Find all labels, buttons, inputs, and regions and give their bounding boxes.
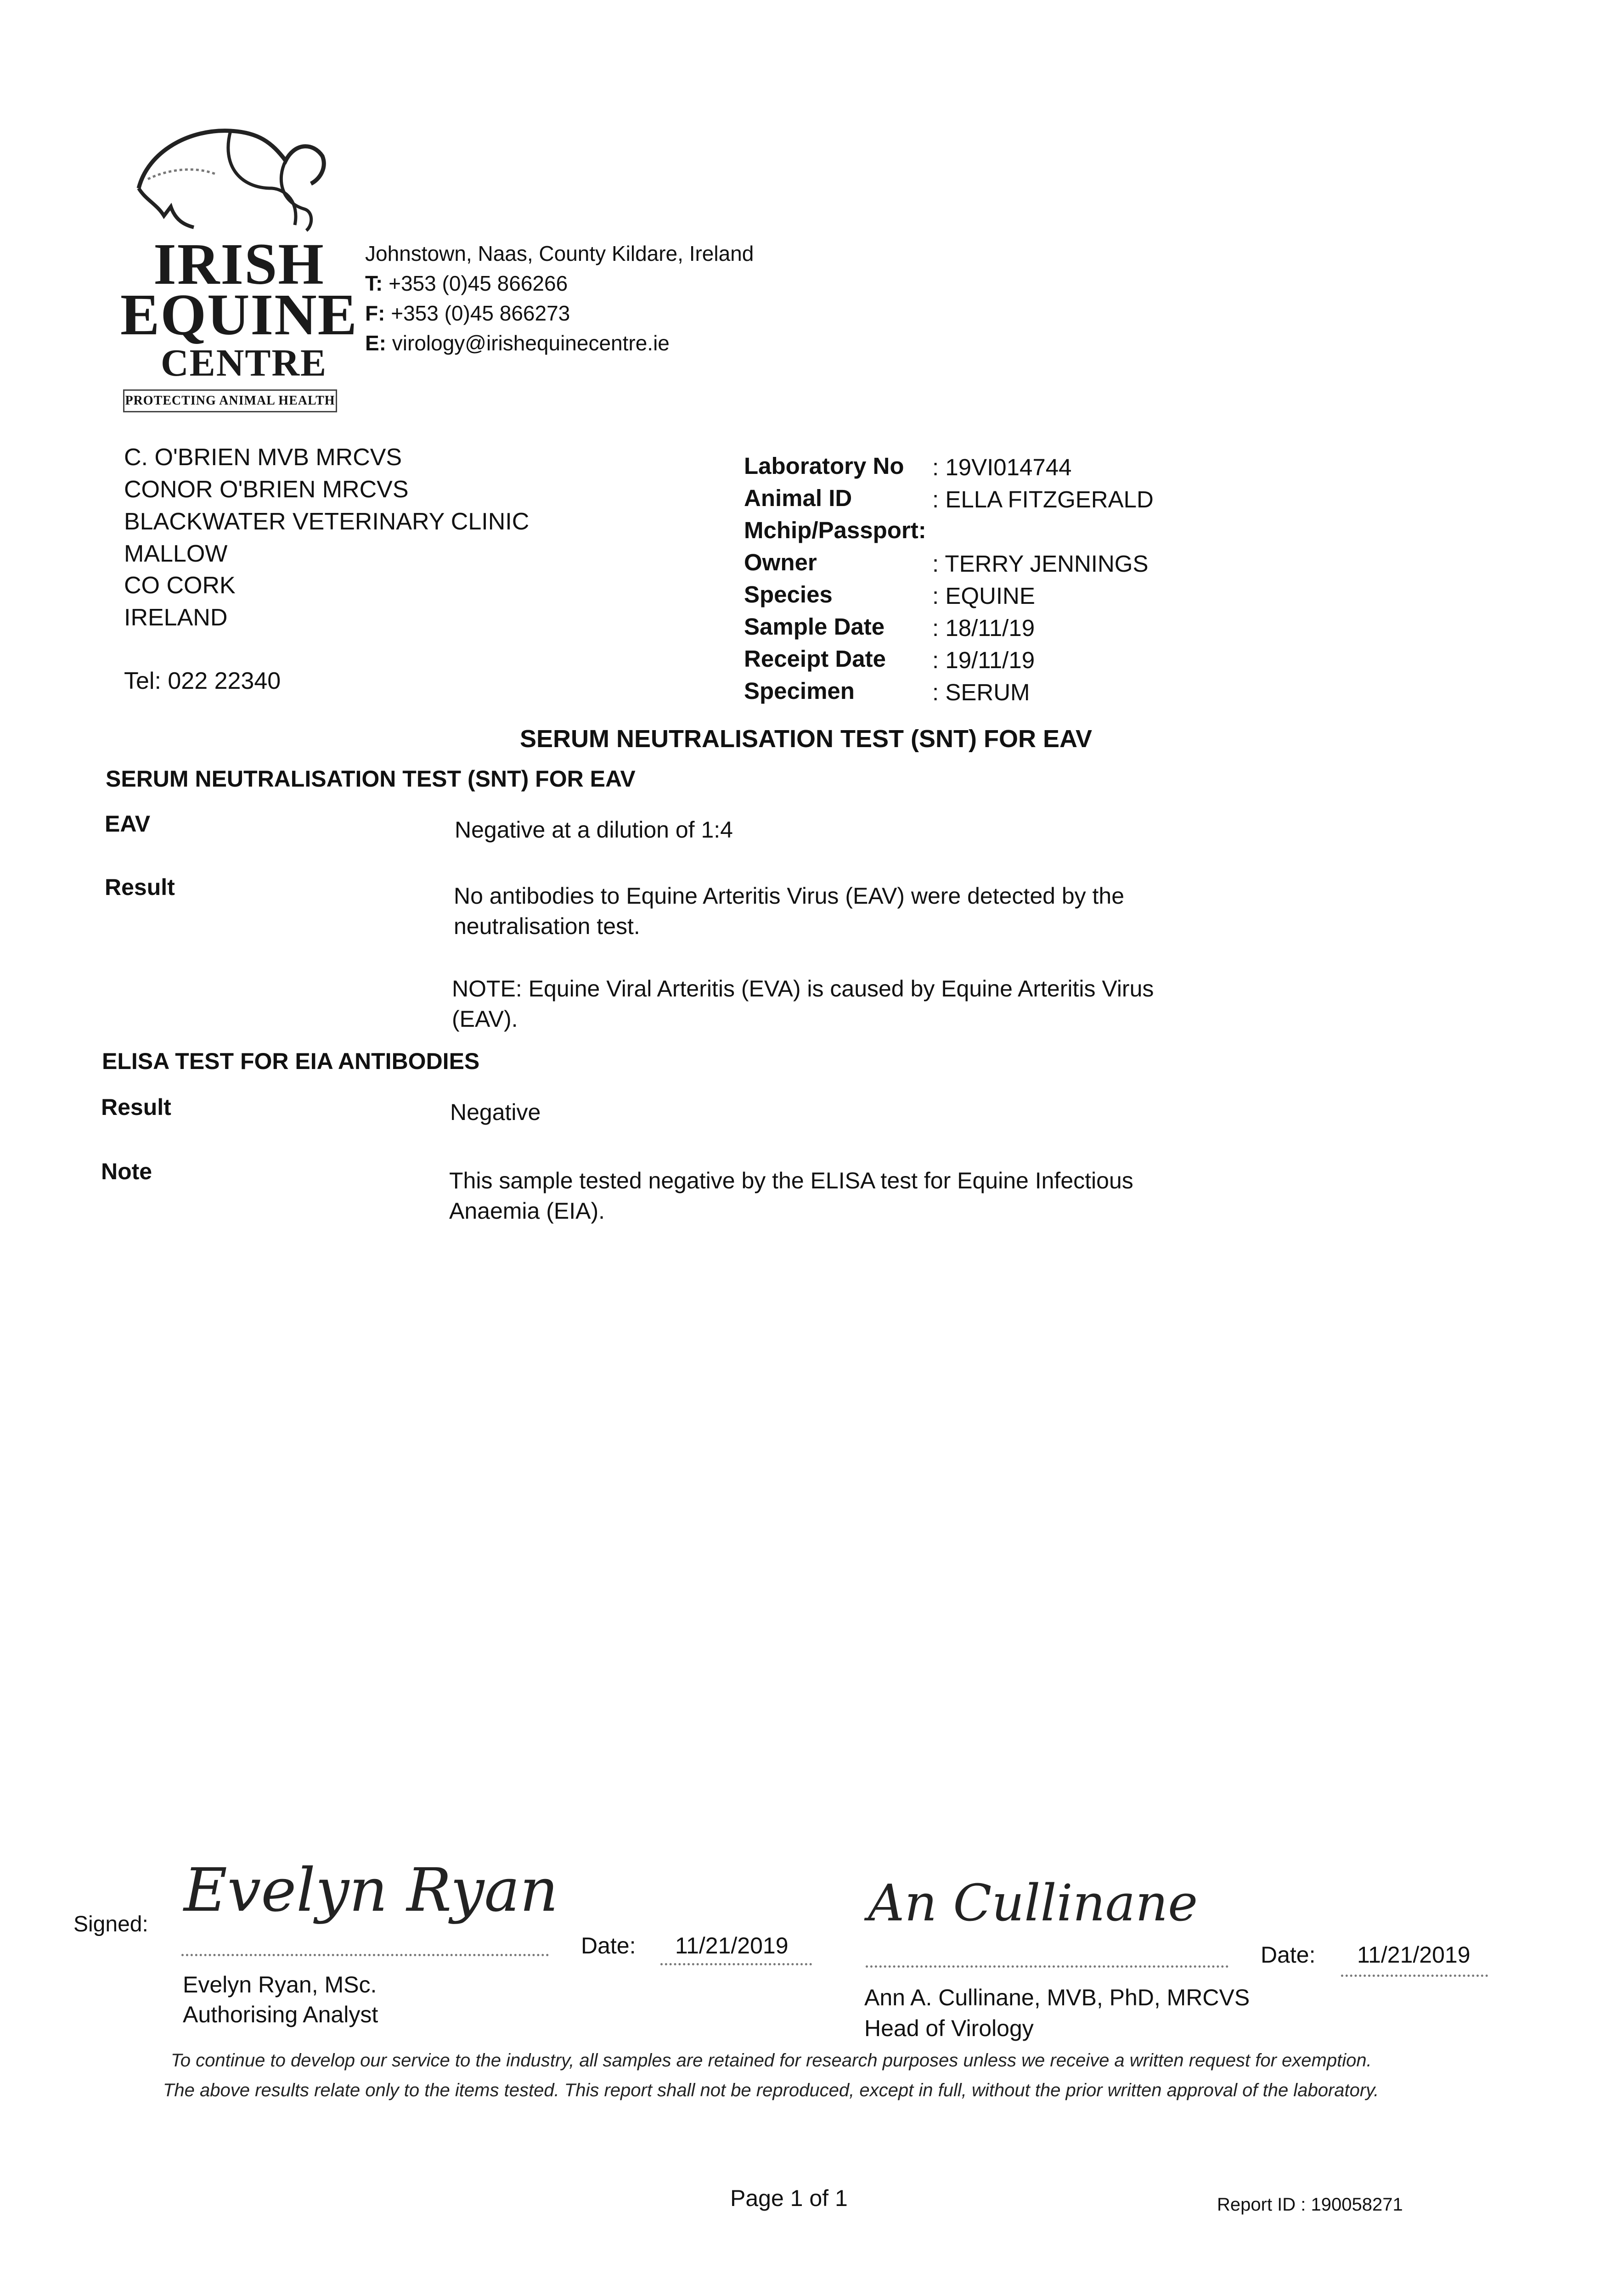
signer2-name: Ann A. Cullinane, MVB, PhD, MRCVS [864,1985,1250,2010]
signer1-role: Authorising Analyst [183,2002,378,2027]
recipient-line: C. O'BRIEN MVB MRCVS [124,444,402,471]
signature-line [181,1954,549,1956]
elisa-note-text: This sample tested negative by the ELISA test for Equine Infectious Anaemia (EIA). [449,1168,1133,1224]
eav-label: EAV [105,811,151,837]
lab-info-label: Mchip/Passport: [744,517,926,543]
contact-address: Johnstown, Naas, County Kildare, Ireland [365,242,754,265]
signer2-role: Head of Virology [864,2015,1034,2041]
snt-note-text: NOTE: Equine Viral Arteritis (EVA) is caused by Equine Arteritis Virus (EAV). [452,976,1154,1032]
lab-info-label: Animal ID [744,485,852,511]
fax-label: F: [365,301,385,325]
signature-line [866,1965,1228,1968]
section-heading-elisa: ELISA TEST FOR EIA ANTIBODIES [102,1048,480,1074]
recipient-line: IRELAND [124,604,228,631]
recipient-line: CONOR O'BRIEN MRCVS [124,476,409,503]
section-heading-snt: SERUM NEUTRALISATION TEST (SNT) FOR EAV [106,766,636,792]
email-value: virology@irishequinecentre.ie [392,331,670,355]
lab-info-value: : 19VI014744 [932,454,1072,480]
eav-value: Negative at a dilution of 1:4 [455,817,733,843]
signer1-name: Evelyn Ryan, MSc. [183,1972,377,1998]
lab-info-label: Receipt Date [744,646,886,672]
contact-phone [365,271,568,296]
lab-info-label: Laboratory No [744,453,904,479]
contact-fax [365,301,570,326]
lab-info-label: Specimen [744,678,855,704]
logo-tagline: PROTECTING ANIMAL HEALTH [123,389,337,412]
signed-label: Signed: [73,1912,148,1936]
phone-label: T: [365,271,383,295]
date1-label: Date: [581,1933,636,1958]
elisa-result-value: Negative [450,1099,541,1125]
snt-result-text: No antibodies to Equine Arteritis Virus (EAV) were detected by the neutralisation test. [454,883,1125,939]
lab-info-value: : 19/11/19 [932,647,1035,673]
logo-word-equine: EQUINE [120,282,358,347]
logo-word-centre: CENTRE [161,342,327,384]
lab-info-value: : 18/11/19 [932,615,1035,641]
recipient-line: MALLOW [124,540,228,567]
page-title: SERUM NEUTRALISATION TEST (SNT) FOR EAV [520,725,1092,753]
elisa-result-label: Result [101,1094,171,1120]
page-number: Page 1 of 1 [730,2185,848,2211]
elisa-note-label: Note [101,1159,152,1184]
date2-line [1341,1975,1488,1977]
contact-email [365,331,670,355]
footer-disclaimer-1: To continue to develop our service to the industry, all samples are retained for research purposes unless we receive a written request for exemption. [171,2050,1372,2071]
recipient-tel: Tel: 022 22340 [124,668,281,694]
date1-value: 11/21/2019 [675,1933,789,1958]
date2-value: 11/21/2019 [1357,1942,1471,1968]
lab-info-label: Species [744,581,833,608]
irish-equine-centre-logo [120,110,358,418]
footer-disclaimer-2: The above results relate only to the items tested. This report shall not be reproduced, except in full, without the prior written approval of the laboratory. [163,2080,1379,2100]
report-id: Report ID : 190058271 [1217,2195,1403,2215]
phone-value: +353 (0)45 866266 [389,271,568,295]
horse-icon [120,110,341,234]
snt-result-label: Result [105,874,175,900]
date1-line [660,1963,812,1965]
recipient-line: CO CORK [124,572,236,599]
signature-cullinane: An Cullinane [868,1874,1198,1932]
logo-word-irish: IRISH [153,231,325,297]
lab-info-value: : EQUINE [932,583,1035,609]
fax-value: +353 (0)45 866273 [391,301,570,325]
signature-evelyn-ryan: Evelyn Ryan [184,1855,558,1925]
lab-info-value: : SERUM [932,679,1030,705]
lab-info-value: : TERRY JENNINGS [932,551,1149,577]
recipient-line: BLACKWATER VETERINARY CLINIC [124,508,530,535]
lab-info-label: Owner [744,549,817,575]
email-label: E: [365,331,386,355]
lab-info-value: : ELLA FITZGERALD [932,486,1154,512]
lab-info-label: Sample Date [744,613,885,640]
date2-label: Date: [1261,1942,1316,1968]
